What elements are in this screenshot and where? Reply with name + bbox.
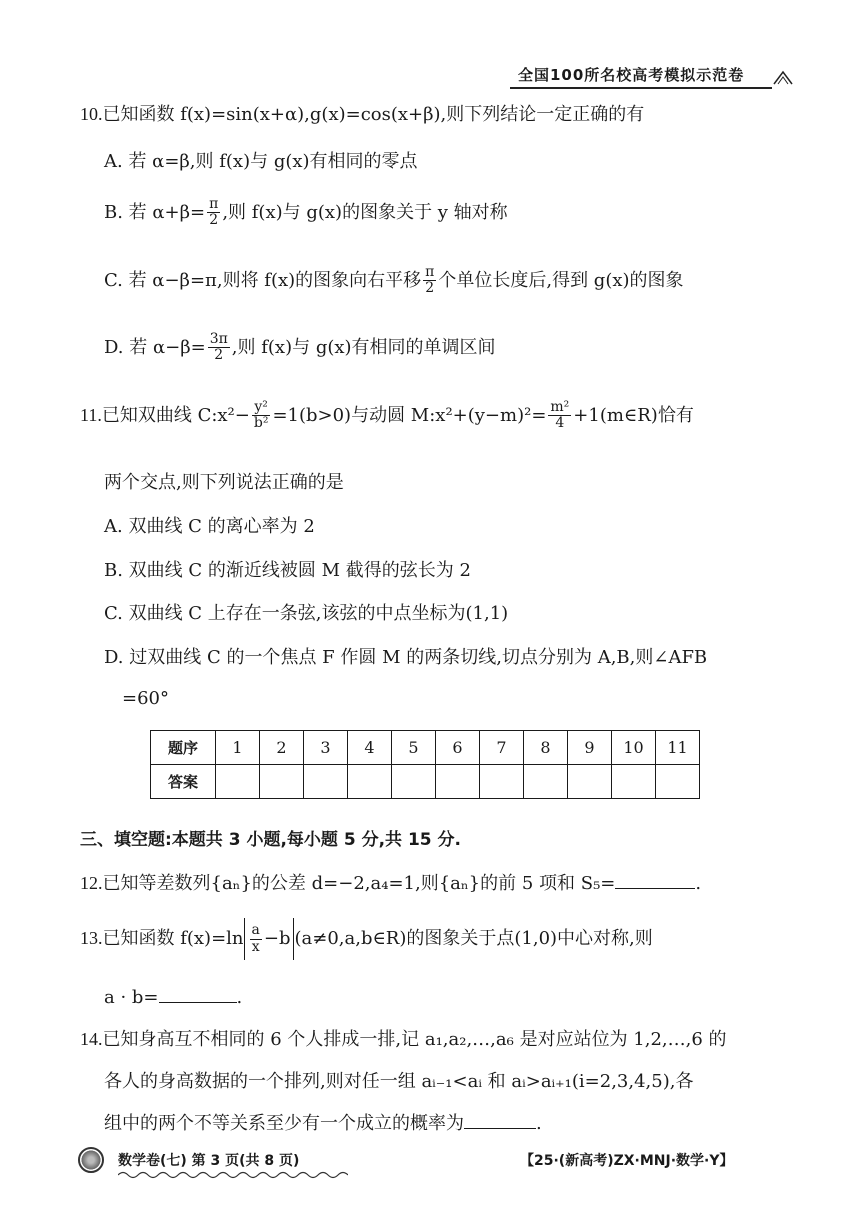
footer-exam-code: 【25·(新高考)ZX·MNJ·数学·Y】 — [520, 1153, 734, 1169]
q11-frac2-num: m² — [550, 399, 570, 415]
q12-number: 12. — [80, 873, 103, 893]
answer-table-row-numbers — [151, 731, 700, 765]
q13-stem — [80, 918, 653, 960]
q12-text: 已知等差数列{aₙ}的公差 d=−2,a₄=1,则{aₙ}的前 5 项和 S₅= — [102, 873, 616, 894]
footer-wavy-underline — [118, 1170, 348, 1180]
q13-absolute-value — [244, 918, 295, 960]
answer-cell[interactable] — [392, 765, 436, 799]
q14-answer-blank[interactable] — [464, 1110, 536, 1129]
q11-option-a: A. 双曲线 C 的离心率为 2 — [104, 516, 315, 537]
answer-cell[interactable] — [568, 765, 612, 799]
q10-b-fraction — [207, 197, 220, 229]
question-number-cell: 3 — [304, 731, 348, 765]
q10-c-frac-num: π — [425, 264, 435, 280]
series-title: 全国100所名校高考模拟示范卷 — [518, 66, 745, 84]
q11-stem-line2: 两个交点,则下列说法正确的是 — [104, 472, 344, 493]
footer-emblem-icon — [78, 1147, 104, 1173]
q10-option-c — [104, 265, 684, 297]
q13-line2 — [104, 984, 242, 1008]
q10-c-frac-den: 2 — [425, 280, 435, 297]
q11-option-d-line2: =60° — [122, 688, 169, 709]
q10-b-pre: B. 若 α+β= — [104, 201, 206, 223]
q14-line1-text: 已知身高互不相同的 6 个人排成一排,记 a₁,a₂,…,a₆ 是对应站位为 1,2,…,6 的 — [102, 1029, 727, 1050]
q10-stem-text: 已知函数 f(x)=sin(x+α),g(x)=cos(x+β),则下列结论一定正确的有 — [102, 104, 645, 125]
q11-frac2-den: 4 — [555, 415, 565, 432]
q10-option-d — [104, 332, 496, 364]
q10-d-post: ,则 f(x)与 g(x)有相同的单调区间 — [231, 336, 496, 358]
answer-cell[interactable] — [348, 765, 392, 799]
question-number-cell: 11 — [656, 731, 700, 765]
q13-fraction — [250, 923, 262, 955]
answer-cell[interactable] — [480, 765, 524, 799]
q10-option-b — [104, 197, 508, 229]
row-label-question: 题序 — [151, 731, 216, 765]
q11-stem — [80, 400, 694, 432]
q10-stem — [80, 100, 644, 126]
q11-stem-b: =1(b>0)与动圆 M:x²+(y−m)²= — [272, 404, 547, 426]
q10-option-a: A. 若 α=β,则 f(x)与 g(x)有相同的零点 — [104, 151, 418, 172]
section3-heading: 三、填空题:本题共 3 小题,每小题 5 分,共 15 分. — [80, 830, 461, 850]
q11-fraction-1 — [252, 400, 271, 432]
q14-line3-text: 组中的两个不等关系至少有一个成立的概率为 — [104, 1113, 464, 1134]
question-number-cell: 1 — [216, 731, 260, 765]
q12-stem — [80, 869, 701, 895]
header-arrow-icon — [773, 70, 793, 90]
answer-cell[interactable] — [260, 765, 304, 799]
q14-line2: 各人的身高数据的一个排列,则对任一组 aᵢ₋₁<aᵢ 和 aᵢ>aᵢ₊₁(i=2,3,4,5),各 — [104, 1071, 694, 1092]
header-underline — [510, 87, 772, 89]
question-number-cell: 6 — [436, 731, 480, 765]
question-number-cell: 8 — [524, 731, 568, 765]
q10-b-post: ,则 f(x)与 g(x)的图象关于 y 轴对称 — [222, 201, 508, 223]
footer-page-info: 数学卷(七) 第 3 页(共 8 页) — [118, 1153, 300, 1169]
q11-fraction-2 — [548, 400, 571, 432]
q14-number: 14. — [80, 1029, 103, 1049]
q11-option-b: B. 双曲线 C 的渐近线被圆 M 截得的弦长为 2 — [104, 560, 471, 581]
answer-cell[interactable] — [524, 765, 568, 799]
q13-post: (a≠0,a,b∈R)的图象关于点(1,0)中心对称,则 — [294, 928, 653, 949]
q13-number: 13. — [80, 928, 103, 948]
q13-answer-blank[interactable] — [159, 984, 237, 1003]
q10-c-post: 个单位长度后,得到 g(x)的图象 — [438, 269, 684, 291]
answer-cell[interactable] — [436, 765, 480, 799]
answer-table — [150, 730, 700, 799]
question-number-cell: 9 — [568, 731, 612, 765]
q14-end: . — [536, 1113, 542, 1134]
answer-cell[interactable] — [656, 765, 700, 799]
q13-frac-num: a — [251, 922, 260, 939]
q11-frac1-den: b² — [253, 415, 269, 432]
q10-c-pre: C. 若 α−β=π,则将 f(x)的图象向右平移 — [104, 269, 422, 291]
q11-frac1-num: y² — [252, 400, 271, 416]
q12-end: . — [695, 873, 702, 894]
question-number-cell: 4 — [348, 731, 392, 765]
q10-d-frac-den: 2 — [214, 347, 224, 364]
q10-d-frac-num: 3π — [209, 331, 228, 347]
q11-option-d: D. 过双曲线 C 的一个焦点 F 作圆 M 的两条切线,切点分别为 A,B,则∠AFB — [104, 647, 708, 668]
q12-answer-blank[interactable] — [615, 870, 695, 889]
q13-end: . — [236, 987, 243, 1008]
q11-option-c: C. 双曲线 C 上存在一条弦,该弦的中点坐标为(1,1) — [104, 603, 509, 624]
answer-table-row-answers — [151, 765, 700, 799]
q10-d-fraction — [208, 332, 230, 364]
question-number-cell: 7 — [480, 731, 524, 765]
q14-line3 — [104, 1109, 542, 1135]
q10-c-fraction — [423, 265, 436, 297]
answer-cell[interactable] — [612, 765, 656, 799]
q10-b-frac-num: π — [209, 196, 219, 212]
answer-cell[interactable] — [304, 765, 348, 799]
q13-mid: −b — [263, 928, 291, 949]
question-number-cell: 5 — [392, 731, 436, 765]
q14-line1 — [80, 1025, 727, 1051]
q11-stem-c: +1(m∈R)恰有 — [573, 404, 694, 426]
q10-d-pre: D. 若 α−β= — [104, 336, 206, 358]
q10-number: 10. — [80, 104, 103, 124]
question-number-cell: 10 — [612, 731, 656, 765]
q11-number: 11. — [80, 404, 102, 425]
q13-line2-text: a · b= — [104, 987, 159, 1008]
row-label-answer: 答案 — [151, 765, 216, 799]
q13-pre: 已知函数 f(x)=ln — [102, 928, 244, 949]
question-number-cell: 2 — [260, 731, 304, 765]
q10-b-frac-den: 2 — [209, 212, 219, 229]
q11-stem-a: 已知双曲线 C:x²− — [101, 404, 250, 426]
q13-frac-den: x — [251, 938, 260, 955]
answer-cell[interactable] — [216, 765, 260, 799]
